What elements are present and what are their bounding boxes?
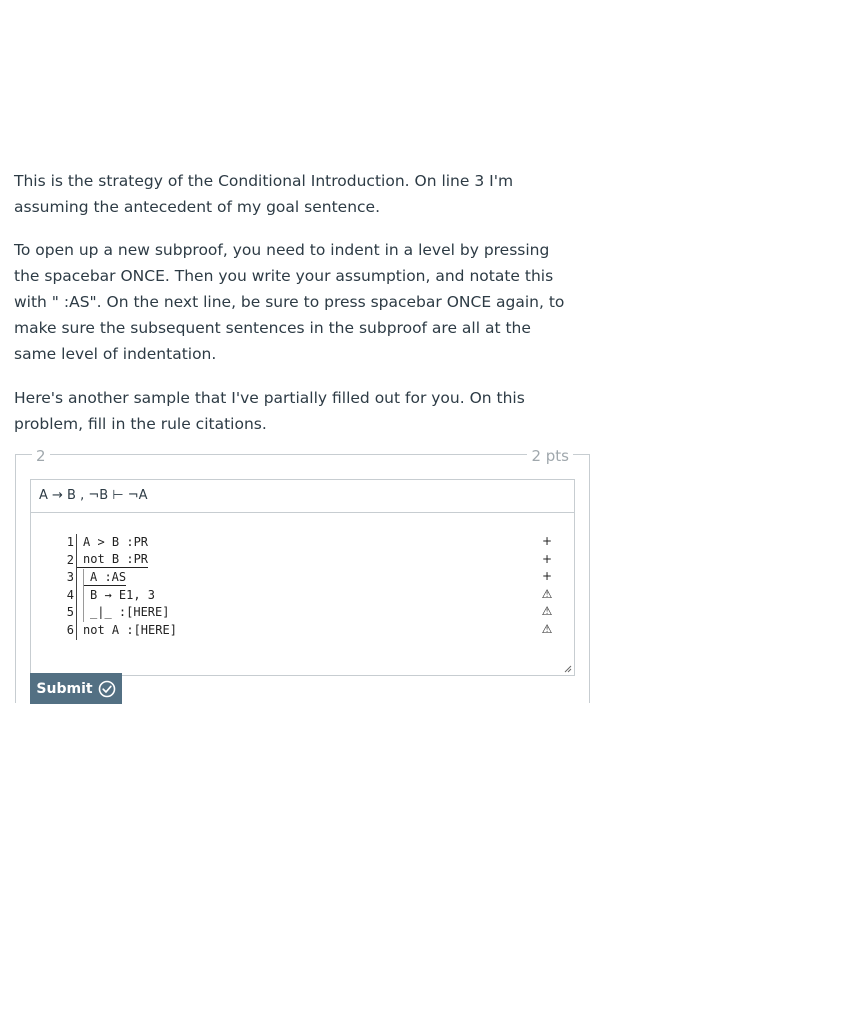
- line-number: 1: [66, 535, 74, 549]
- warning-icon: ⚠: [541, 586, 553, 601]
- check-circle-icon: [98, 680, 116, 698]
- line-text[interactable]: A :AS: [84, 570, 126, 586]
- line-text[interactable]: A > B :PR: [83, 535, 149, 549]
- instruction-paragraph-2: To open up a new subproof, you need to indent in a level by pressing the spacebar ONCE. Then you write your assumption, and notate this with " :AS". On the next line, be sure to press spacebar ONCE again, to make sure the subsequent sentences in the subproof are all at the same level of indentation.: [14, 241, 565, 363]
- line-number: 3: [66, 570, 74, 585]
- line-text[interactable]: B → E1, 3: [90, 587, 156, 602]
- question-fieldset: [15, 447, 590, 703]
- line-number: 6: [66, 622, 74, 637]
- proof-bar: [76, 587, 77, 605]
- problem-statement: A → B , ¬B ⊢ ¬A: [30, 479, 575, 513]
- instruction-paragraph-3: Here's another sample that I've partially filled out for you. On this problem, fill in the rule citations.: [14, 389, 525, 433]
- proof-bar: [76, 604, 77, 622]
- proof-line-5[interactable]: [65, 604, 177, 622]
- submit-label: Submit: [36, 680, 93, 697]
- proof-line-3[interactable]: [65, 569, 177, 587]
- plus-icon: +: [541, 534, 553, 548]
- warning-icon: ⚠: [541, 621, 553, 636]
- line-number: 4: [66, 587, 74, 602]
- plus-icon: +: [541, 569, 553, 584]
- proof-lines[interactable]: [65, 534, 177, 640]
- proof-line-6[interactable]: [65, 622, 177, 640]
- proof-line-1[interactable]: [65, 534, 177, 552]
- question-number: 2: [32, 447, 50, 465]
- resize-grip-icon[interactable]: [564, 665, 572, 673]
- line-status-column: [540, 533, 554, 639]
- submit-button[interactable]: [30, 673, 122, 704]
- line-text[interactable]: not A :[HERE]: [83, 622, 177, 637]
- proof-bar: [76, 569, 77, 587]
- proof-line-4[interactable]: [65, 587, 177, 605]
- warning-icon: ⚠: [541, 604, 553, 619]
- proof-editor[interactable]: [30, 512, 575, 676]
- plus-icon: +: [541, 551, 553, 566]
- question-points: 2 pts: [527, 447, 573, 465]
- line-text[interactable]: not B :PR: [77, 552, 148, 568]
- line-text[interactable]: _|_ :[HERE]: [90, 605, 170, 620]
- instruction-paragraph-1: This is the strategy of the Conditional Introduction. On line 3 I'm assuming the antecedent of my goal sentence.: [14, 172, 514, 216]
- line-number: 5: [66, 605, 74, 620]
- proof-line-2[interactable]: [65, 552, 177, 570]
- line-number: 2: [66, 552, 74, 567]
